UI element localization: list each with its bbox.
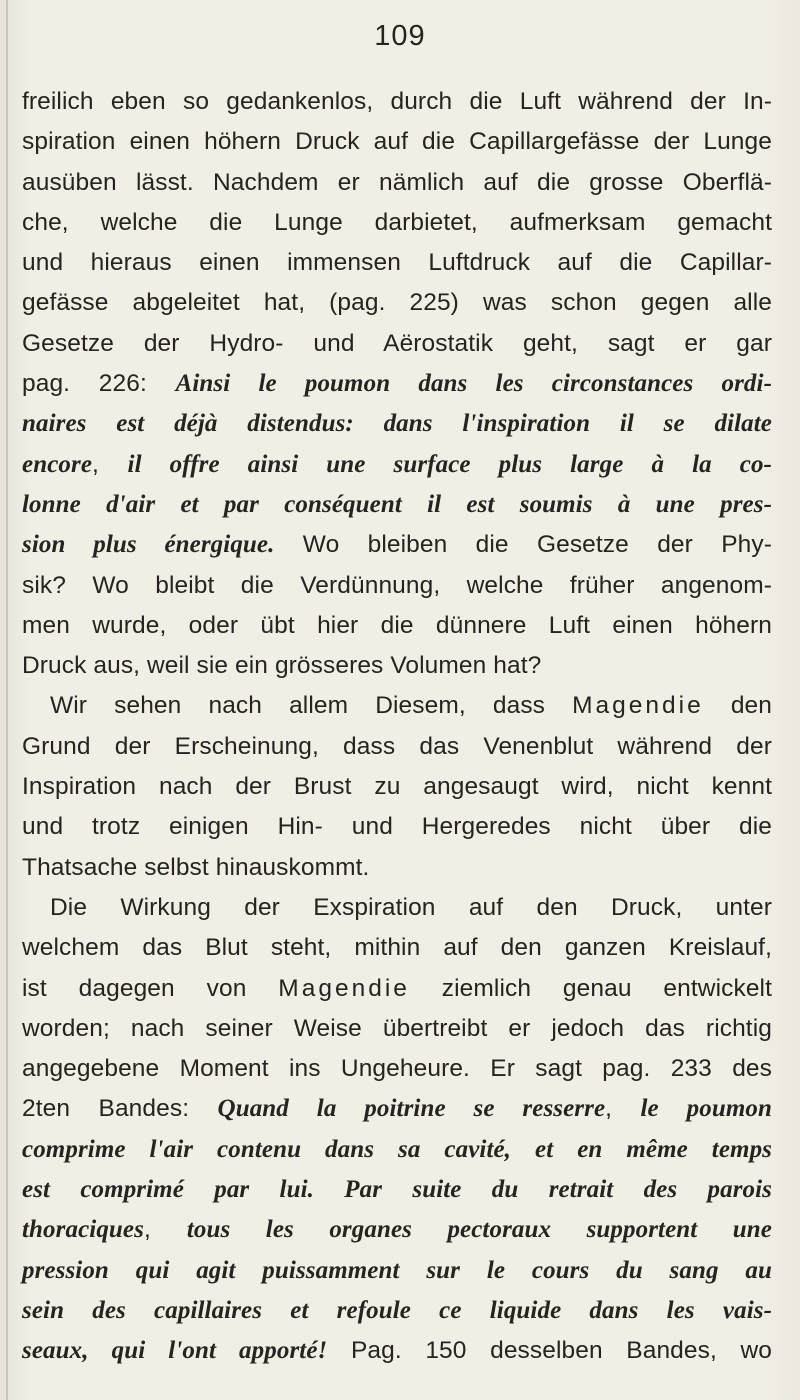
text-segment: che, welche die Lunge darbietet, aufmerksam gemacht	[22, 208, 772, 236]
italic-quote-segment: il offre ainsi une surface plus large à la co-	[127, 450, 772, 478]
italic-quote-segment: Quand la poitrine se resserre	[217, 1095, 606, 1123]
text-line	[22, 1251, 772, 1291]
text-line	[22, 404, 772, 444]
page-number: 109	[374, 20, 426, 52]
text-line	[22, 646, 772, 686]
text-line	[22, 243, 772, 283]
text-line	[22, 1291, 772, 1331]
text-segment: pag. 226:	[22, 370, 176, 398]
text-segment: 2ten Bandes:	[22, 1095, 218, 1123]
text-segment: Wo bleiben die Gesetze der Phy-	[274, 531, 772, 559]
text-segment: Gesetze der Hydro- und Aërostatik geht, sagt er gar	[22, 329, 772, 357]
text-segment: und trotz einigen Hin- und Hergeredes nicht über die	[22, 813, 772, 841]
text-segment: welchem das Blut steht, mithin auf den ganzen Kreislauf,	[22, 934, 772, 962]
text-segment: ausüben lässt. Nachdem er nämlich auf die grosse Oberflä-	[22, 168, 772, 196]
text-line	[22, 848, 772, 888]
italic-quote-segment: lonne d'air et par conséquent il est soumis à une pres-	[22, 490, 772, 518]
text-line	[22, 888, 772, 928]
italic-quote-segment: naires est déjà distendus: dans l'inspiration il se dilate	[22, 410, 772, 438]
text-line	[22, 727, 772, 767]
text-segment: den	[703, 692, 773, 720]
text-line	[22, 969, 772, 1009]
text-segment: ,	[143, 1216, 187, 1244]
text-segment: Die Wirkung der Exspiration auf den Druck, unter	[50, 893, 772, 921]
text-line	[22, 445, 772, 485]
text-line	[22, 283, 772, 323]
page-binding-edge	[6, 0, 8, 1400]
text-segment: Wir sehen nach allem Diesem, dass	[50, 692, 573, 720]
text-line	[22, 163, 772, 203]
text-line	[22, 1210, 772, 1250]
italic-quote-segment: seaux, qui l'ont apporté!	[22, 1337, 328, 1365]
italic-quote-segment: pression qui agit puissamment sur le cours du sang au	[22, 1256, 772, 1284]
text-line	[22, 1130, 772, 1170]
text-line	[22, 1049, 772, 1089]
text-line	[22, 364, 772, 404]
text-segment: ziemlich genau entwickelt	[409, 974, 772, 1002]
text-line	[22, 686, 772, 726]
spaced-name-segment: Magendie	[572, 692, 704, 720]
spaced-name-segment: Magendie	[278, 974, 410, 1002]
text-segment: spiration einen höhern Druck auf die Capillargefässe der Lunge	[22, 128, 772, 156]
text-segment: gefässe abgeleitet hat, (pag. 225) was schon gegen alle	[22, 289, 772, 317]
text-line	[22, 1331, 772, 1371]
text-line	[22, 324, 772, 364]
text-line	[22, 606, 772, 646]
italic-quote-segment: le poumon	[640, 1095, 772, 1123]
text-line	[22, 928, 772, 968]
italic-quote-segment: est comprimé par lui. Par suite du retrait des parois	[22, 1176, 772, 1204]
text-line	[22, 1170, 772, 1210]
text-segment: und hieraus einen immensen Luftdruck auf die Capillar-	[22, 249, 772, 277]
text-line	[22, 203, 772, 243]
text-line	[22, 485, 772, 525]
text-line	[22, 525, 772, 565]
text-segment: Grund der Erscheinung, dass das Venenblut während der	[22, 732, 772, 760]
text-line	[22, 122, 772, 162]
italic-quote-segment: tous les organes pectoraux supportent une	[186, 1216, 772, 1244]
text-segment: Thatsache selbst hinauskommt.	[22, 853, 370, 881]
text-line	[22, 767, 772, 807]
text-line	[22, 566, 772, 606]
italic-quote-segment: thoraciques	[22, 1216, 144, 1244]
text-line	[22, 1089, 772, 1129]
italic-quote-segment: Ainsi le poumon dans les circonstances ordi-	[175, 370, 772, 398]
italic-quote-segment: sion plus énergique.	[22, 531, 275, 559]
text-segment: angegebene Moment ins Ungeheure. Er sagt pag. 233 des	[22, 1055, 772, 1083]
text-segment: freilich eben so gedankenlos, durch die Luft während der In-	[22, 88, 772, 115]
italic-quote-segment: comprime l'air contenu dans sa cavité, et en même temps	[22, 1135, 772, 1163]
text-line	[22, 82, 772, 122]
body-text	[22, 82, 772, 1372]
text-segment: men wurde, oder übt hier die dünnere Luft einen höhern	[22, 611, 772, 639]
text-segment: worden; nach seiner Weise übertreibt er jedoch das richtig	[22, 1014, 772, 1042]
text-line	[22, 807, 772, 847]
text-segment: Inspiration nach der Brust zu angesaugt wird, nicht kennt	[22, 773, 772, 801]
text-line	[22, 1009, 772, 1049]
text-segment: ,	[605, 1095, 641, 1123]
italic-quote-segment: sein des capillaires et refoule ce liquide dans les vais-	[22, 1296, 772, 1324]
text-segment: ,	[92, 450, 128, 478]
text-segment: sik? Wo bleibt die Verdünnung, welche früher angenom-	[22, 571, 772, 599]
italic-quote-segment: encore	[22, 450, 93, 478]
text-segment: ist dagegen von	[22, 974, 279, 1002]
text-segment: Druck aus, weil sie ein grösseres Volumen hat?	[22, 652, 542, 680]
text-segment: Pag. 150 desselben Bandes, wo	[327, 1337, 772, 1365]
